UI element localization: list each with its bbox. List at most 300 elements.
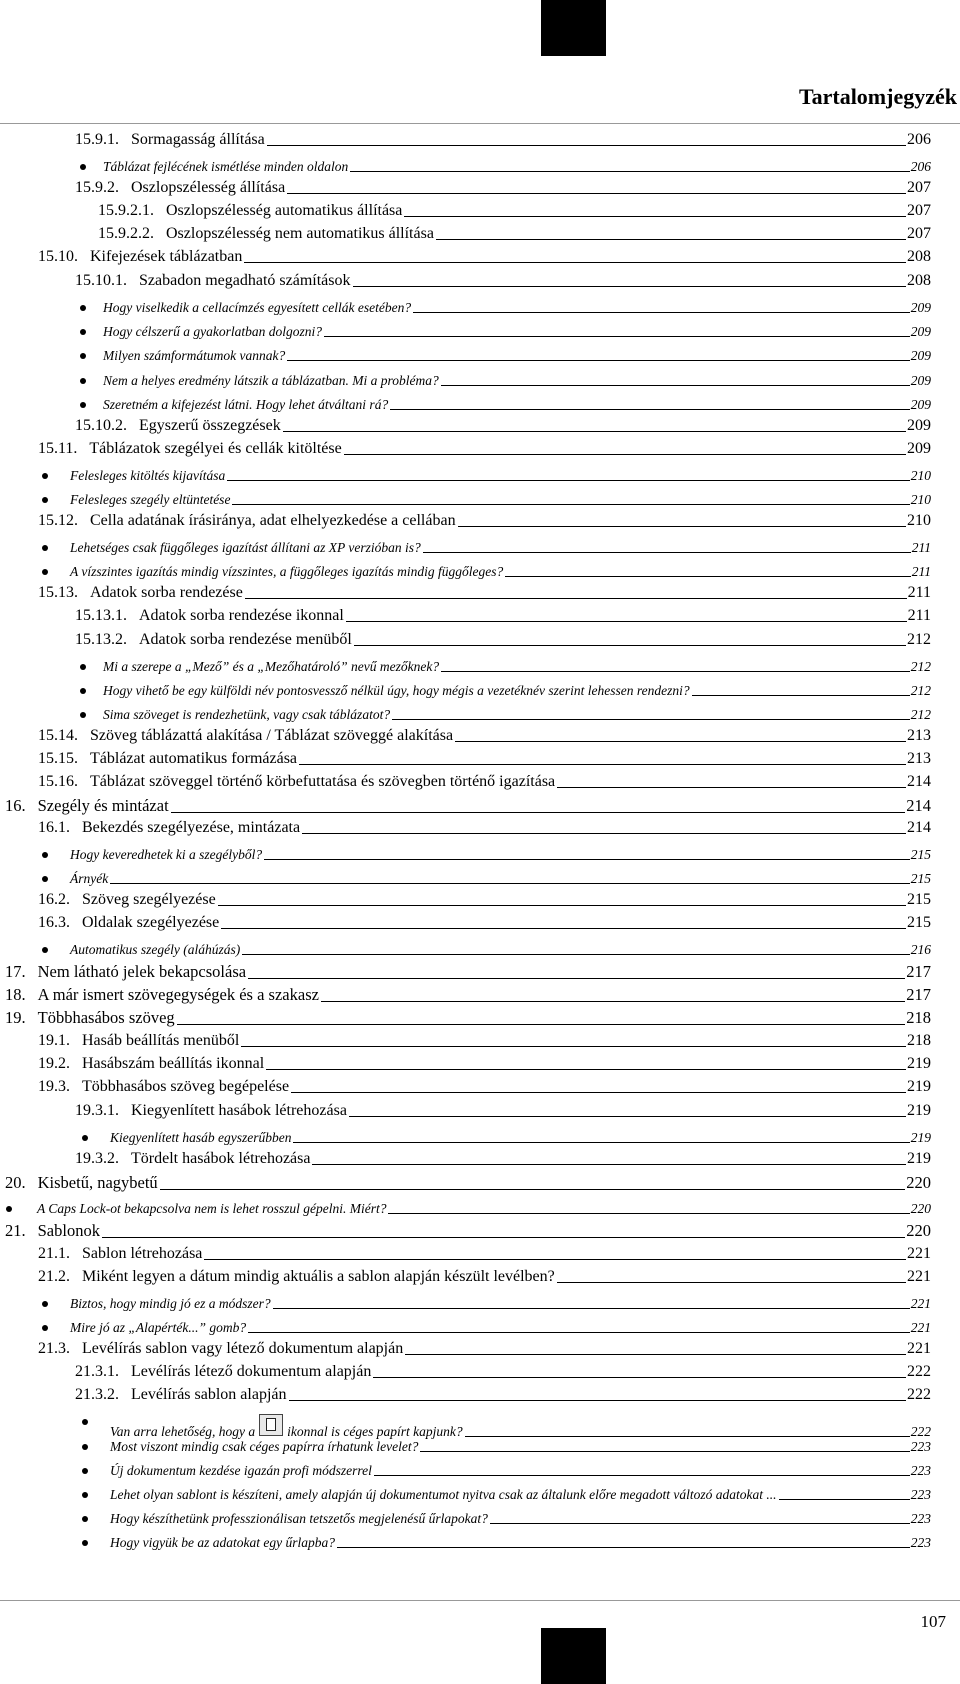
bullet-icon xyxy=(42,473,48,479)
toc-entry[interactable] xyxy=(75,1150,931,1168)
toc-leader-line xyxy=(242,954,910,955)
toc-entry-title: Oldalak szegélyezése xyxy=(82,914,220,931)
toc-entry[interactable] xyxy=(75,417,931,435)
toc-page-number: 210 xyxy=(910,492,931,507)
toc-entry-title: Biztos, hogy mindig jó ez a módszer? xyxy=(70,1296,271,1311)
toc-page-number: 223 xyxy=(910,1535,931,1550)
toc-entry[interactable] xyxy=(38,440,931,458)
bullet-icon xyxy=(42,497,48,503)
toc-entry-title: Milyen számformátumok vannak? xyxy=(103,348,286,363)
toc-entry-number: 15.10. xyxy=(38,248,78,265)
toc-page-number: 219 xyxy=(907,1150,931,1167)
toc-leader-line xyxy=(291,1092,906,1093)
toc-leader-line xyxy=(287,360,910,361)
bullet-icon xyxy=(82,1444,88,1450)
toc-entry-title: Levélírás sablon vagy létező dokumentum alapján xyxy=(82,1340,404,1357)
toc-leader-line xyxy=(171,812,906,813)
toc-entry-title: Hogy viselkedik a cellacímzés egyesített cellák esetében? xyxy=(103,300,412,315)
toc-question-entry[interactable] xyxy=(70,468,931,484)
toc-entry-title: Oszlopszélesség állítása xyxy=(131,179,286,196)
toc-page-number: 212 xyxy=(910,683,931,698)
toc-entry-title: A már ismert szövegegységek és a szakasz xyxy=(37,985,319,1004)
toc-page-number: 211 xyxy=(907,607,931,624)
bullet-icon xyxy=(82,1540,88,1546)
toc-leader-line xyxy=(420,1451,909,1452)
toc-leader-line xyxy=(354,645,906,646)
toc-entry[interactable] xyxy=(38,584,931,602)
toc-page-number: 220 xyxy=(906,1173,931,1192)
toc-entry-title: Van arra lehetőség, hogy a xyxy=(110,1424,256,1439)
toc-page-number: 214 xyxy=(906,796,931,815)
bullet-icon xyxy=(42,1325,48,1331)
toc-entry-title: Árnyék xyxy=(70,871,109,886)
toc-entry[interactable] xyxy=(38,773,931,791)
toc-entry-number: 16. xyxy=(5,796,26,815)
toc-leader-line xyxy=(779,1499,910,1500)
toc-question-entry[interactable] xyxy=(70,540,931,556)
toc-leader-line xyxy=(244,262,906,263)
toc-entry-number: 19.1. xyxy=(38,1032,70,1049)
toc-page-number: 222 xyxy=(910,1424,931,1439)
toc-entry-title: Hasáb beállítás menüből xyxy=(82,1032,240,1049)
toc-entry[interactable] xyxy=(75,1386,931,1404)
toc-question-entry[interactable] xyxy=(110,1439,931,1455)
toc-entry-number: 15.9.1. xyxy=(75,131,119,148)
toc-page-number: 207 xyxy=(907,202,931,219)
toc-question-entry[interactable] xyxy=(103,373,931,389)
toc-entry[interactable] xyxy=(75,607,931,625)
toc-entry-title: Levélírás sablon alapján xyxy=(131,1386,287,1403)
toc-entry-title: Táblázatok szegélyei és cellák kitöltése xyxy=(89,440,342,457)
toc-entry[interactable] xyxy=(5,962,931,982)
bullet-icon xyxy=(82,1419,88,1425)
toc-page-number: 222 xyxy=(907,1363,931,1380)
toc-leader-line xyxy=(353,286,907,287)
toc-page-number: 213 xyxy=(907,727,931,744)
toc-entry-title: Táblázat szöveggel történő körbefuttatása és szövegben történő igazítása xyxy=(90,773,556,790)
toc-page-number: 217 xyxy=(906,985,931,1004)
toc-leader-line xyxy=(346,621,907,622)
toc-leader-line xyxy=(373,1377,906,1378)
toc-entry[interactable] xyxy=(75,272,931,290)
toc-entry-number: 16.3. xyxy=(38,914,70,931)
toc-leader-line xyxy=(441,385,910,386)
toc-page-number: 209 xyxy=(907,440,931,457)
toc-leader-line xyxy=(264,859,910,860)
toc-entry-number: 19. xyxy=(5,1008,26,1027)
toc-entry-number: 15.15. xyxy=(38,750,78,767)
toc-entry-title: Szöveg szegélyezése xyxy=(82,891,216,908)
toc-page-number: 221 xyxy=(907,1268,931,1285)
toc-entry-title: Hogy vigyük be az adatokat egy űrlapba? xyxy=(110,1535,335,1550)
toc-entry[interactable] xyxy=(38,727,931,745)
toc-entry-title: Kiegyenlített hasáb egyszerűbben xyxy=(110,1130,292,1145)
toc-page-number: 209 xyxy=(910,373,931,388)
toc-entry[interactable] xyxy=(98,225,931,243)
toc-page-number: 208 xyxy=(907,272,931,289)
bullet-icon xyxy=(80,329,86,335)
toc-entry-number: 21.2. xyxy=(38,1268,70,1285)
bullet-icon xyxy=(80,664,86,670)
bullet-icon xyxy=(80,305,86,311)
toc-question-entry[interactable] xyxy=(110,1535,931,1551)
bullet-icon xyxy=(42,1301,48,1307)
toc-entry-number: 19.2. xyxy=(38,1055,70,1072)
toc-leader-line xyxy=(490,1523,910,1524)
bullet-icon xyxy=(42,569,48,575)
toc-entry-title: Szegély és mintázat xyxy=(37,796,169,815)
toc-entry-number: 19.3. xyxy=(38,1078,70,1095)
toc-entry[interactable] xyxy=(38,1245,931,1263)
toc-page-number: 223 xyxy=(910,1487,931,1502)
toc-leader-line xyxy=(374,1475,910,1476)
toc-leader-line xyxy=(441,671,910,672)
toc-leader-line xyxy=(557,1282,906,1283)
toc-leader-line xyxy=(267,145,906,146)
page-header-title: Tartalomjegyzék xyxy=(798,84,957,109)
toc-entry[interactable] xyxy=(75,631,931,649)
toc-leader-line xyxy=(302,833,906,834)
toc-leader-line xyxy=(293,1142,909,1143)
toc-question-entry[interactable] xyxy=(103,683,931,699)
toc-entry[interactable] xyxy=(5,1008,931,1028)
toc-entry-title: Kisbetű, nagybetű xyxy=(37,1173,158,1192)
toc-page-number: 214 xyxy=(907,819,931,836)
toc-page-number: 215 xyxy=(907,914,931,931)
toc-question-entry[interactable] xyxy=(110,1130,931,1146)
toc-question-entry[interactable] xyxy=(103,348,931,364)
toc-entry[interactable] xyxy=(38,1055,931,1073)
bullet-icon xyxy=(42,947,48,953)
toc-leader-line xyxy=(160,1189,906,1190)
toc-entry-title: Felesleges szegély eltüntetése xyxy=(70,492,231,507)
toc-entry-number: 21.3.1. xyxy=(75,1363,119,1380)
toc-page-number: 223 xyxy=(910,1439,931,1454)
toc-page-number: 206 xyxy=(907,131,931,148)
toc-entry-title: Adatok sorba rendezése xyxy=(90,584,243,601)
toc-leader-line xyxy=(289,1400,907,1401)
toc-question-entry[interactable] xyxy=(103,659,931,675)
toc-question-entry[interactable] xyxy=(103,324,931,340)
toc-page-number: 210 xyxy=(910,468,931,483)
toc-page-number: 220 xyxy=(906,1221,931,1240)
bullet-icon xyxy=(82,1492,88,1498)
toc-page-number: 220 xyxy=(910,1201,931,1216)
toc-leader-line xyxy=(404,216,906,217)
toc-page-number: 209 xyxy=(910,348,931,363)
toc-leader-line xyxy=(221,928,906,929)
toc-entry[interactable] xyxy=(5,796,931,816)
toc-page-number: 219 xyxy=(907,1102,931,1119)
toc-entry-title: Sima szöveget is rendezhetünk, vagy csak táblázatot? xyxy=(103,707,391,722)
bullet-icon xyxy=(80,712,86,718)
toc-leader-line xyxy=(390,409,910,410)
toc-entry-title: Táblázat automatikus formázása xyxy=(90,750,298,767)
toc-page-number: 206 xyxy=(910,159,931,174)
bullet-icon xyxy=(82,1516,88,1522)
toc-page-number: 212 xyxy=(910,707,931,722)
toc-entry-number: 21.1. xyxy=(38,1245,70,1262)
toc-entry[interactable] xyxy=(75,179,931,197)
bullet-icon xyxy=(42,852,48,858)
toc-leader-line xyxy=(248,978,905,979)
toc-page-number: 219 xyxy=(907,1055,931,1072)
toc-leader-line xyxy=(337,1547,910,1548)
toc-leader-line xyxy=(232,504,909,505)
toc-entry-number: 16.1. xyxy=(38,819,70,836)
toc-leader-line xyxy=(273,1308,910,1309)
toc-entry-title: Sablonok xyxy=(37,1221,100,1240)
toc-entry[interactable] xyxy=(98,202,931,220)
toc-leader-line xyxy=(283,431,906,432)
toc-leader-line xyxy=(102,1237,905,1238)
toc-entry-title: Sormagasság állítása xyxy=(131,131,265,148)
toc-leader-line xyxy=(349,1116,906,1117)
toc-entry-number: 21.3. xyxy=(38,1340,70,1357)
toc-entry-number: 15.11. xyxy=(38,440,78,457)
toc-leader-line xyxy=(423,552,911,553)
toc-entry-number: 16.2. xyxy=(38,891,70,908)
toc-entry-title: Hogy vihető be egy külföldi név pontosvessző nélkül úgy, hogy mégis a vezetéknév szerint lehessen rendezni? xyxy=(103,683,690,698)
toc-page-number: 210 xyxy=(907,512,931,529)
toc-page-number: 209 xyxy=(907,417,931,434)
toc-entry-number: 15.13.1. xyxy=(75,607,127,624)
toc-question-entry[interactable] xyxy=(70,847,931,863)
toc-page-number: 209 xyxy=(910,397,931,412)
toc-page-number: 212 xyxy=(907,631,931,648)
toc-page-number: 212 xyxy=(910,659,931,674)
toc-leader-line xyxy=(324,336,910,337)
toc-page-number: 211 xyxy=(907,584,931,601)
toc-question-entry[interactable] xyxy=(103,397,931,413)
bullet-icon xyxy=(80,164,86,170)
toc-entry-title: Nem a helyes eredmény látszik a táblázatban. Mi a probléma? xyxy=(103,373,439,388)
toc-entry-number: 15.16. xyxy=(38,773,78,790)
toc-question-entry[interactable] xyxy=(110,1414,931,1440)
footer-divider xyxy=(0,1600,960,1601)
toc-question-entry[interactable] xyxy=(70,1320,931,1336)
toc-entry-title: Tördelt hasábok létrehozása xyxy=(131,1150,311,1167)
toc-leader-line xyxy=(392,719,910,720)
toc-entry-title: Többhasábos szöveg begépelése xyxy=(82,1078,290,1095)
toc-leader-line xyxy=(241,1046,906,1047)
toc-page-number: 207 xyxy=(907,179,931,196)
toc-leader-line xyxy=(177,1024,906,1025)
toc-page-number: 223 xyxy=(910,1511,931,1526)
toc-entry-number: 15.9.2. xyxy=(75,179,119,196)
toc-entry-title: Új dokumentum kezdése igazán profi módszerrel xyxy=(110,1463,372,1478)
toc-page-number: 221 xyxy=(907,1245,931,1262)
toc-entry[interactable] xyxy=(5,1173,931,1193)
toc-leader-line xyxy=(413,312,910,313)
toc-page-number: 211 xyxy=(911,540,931,555)
toc-page-number: 215 xyxy=(907,891,931,908)
toc-leader-line xyxy=(465,1436,910,1437)
toc-question-entry[interactable] xyxy=(37,1201,931,1217)
toc-entry-number: 19.3.1. xyxy=(75,1102,119,1119)
toc-entry[interactable] xyxy=(38,512,931,530)
toc-page-number: 215 xyxy=(910,871,931,886)
toc-entry-number: 15.13. xyxy=(38,584,78,601)
toc-entry-title: Mire jó az „Alapérték...” gomb? xyxy=(70,1320,247,1335)
toc-entry-number: 20. xyxy=(5,1173,26,1192)
toc-entry-title: Hogy készíthetünk professzionálisan tetszetős megjelenésű űrlapokat? xyxy=(110,1511,488,1526)
toc-question-entry[interactable] xyxy=(103,300,931,316)
toc-page-number: 211 xyxy=(911,564,931,579)
bullet-icon xyxy=(6,1206,12,1212)
toc-page-number: 208 xyxy=(907,248,931,265)
toc-leader-line xyxy=(405,1354,906,1355)
toc-question-entry[interactable] xyxy=(70,1296,931,1312)
toc-entry[interactable] xyxy=(75,131,931,149)
toc-entry[interactable] xyxy=(38,914,931,932)
toc-entry-title: Szöveg táblázattá alakítása / Táblázat szöveggé alakítása xyxy=(90,727,454,744)
toc-entry[interactable] xyxy=(38,1340,931,1358)
toc-leader-line xyxy=(436,239,906,240)
toc-entry[interactable] xyxy=(75,1102,931,1120)
bullet-icon xyxy=(80,688,86,694)
toc-entry-title: Automatikus szegély (aláhúzás) xyxy=(70,942,241,957)
toc-leader-line xyxy=(505,576,910,577)
toc-entry-title: Miként legyen a dátum mindig aktuális a sablon alapján készült levélben? xyxy=(82,1268,555,1285)
toc-entry-title: Táblázat fejlécének ismétlése minden oldalon xyxy=(103,159,349,174)
toc-page-number: 221 xyxy=(910,1320,931,1335)
toc-entry-number: 15.9.2.2. xyxy=(98,225,154,242)
toc-leader-line xyxy=(227,480,910,481)
toc-entry[interactable] xyxy=(5,985,931,1005)
toc-page-number: 213 xyxy=(907,750,931,767)
toc-entry[interactable] xyxy=(38,819,931,837)
toc-entry-number: 15.10.2. xyxy=(75,417,127,434)
toc-entry-title: Nem látható jelek bekapcsolása xyxy=(37,962,247,981)
bullet-icon xyxy=(82,1135,88,1141)
toc-entry[interactable] xyxy=(38,891,931,909)
toc-question-entry[interactable] xyxy=(110,1487,931,1503)
toc-question-entry[interactable] xyxy=(103,159,931,175)
toc-page-number: 217 xyxy=(906,962,931,981)
toc-leader-line xyxy=(344,454,906,455)
page-number: 107 xyxy=(920,1612,946,1631)
toc-entry-number: 15.9.2.1. xyxy=(98,202,154,219)
toc-question-entry[interactable] xyxy=(110,1463,931,1479)
toc-entry[interactable] xyxy=(75,1363,931,1381)
bullet-icon xyxy=(42,545,48,551)
toc-entry-number: 15.14. xyxy=(38,727,78,744)
toc-question-entry[interactable] xyxy=(70,942,931,958)
toc-page-number: 209 xyxy=(910,324,931,339)
toc-entry-number: 19.3.2. xyxy=(75,1150,119,1167)
toc-entry-title: Oszlopszélesség nem automatikus állítása xyxy=(166,225,434,242)
toc-entry[interactable] xyxy=(38,1078,931,1096)
toc-question-entry[interactable] xyxy=(70,564,931,580)
toc-entry-number: 21. xyxy=(5,1221,26,1240)
toc-entry-title: Többhasábos szöveg xyxy=(37,1008,175,1027)
toc-entry-number: 15.13.2. xyxy=(75,631,127,648)
toc-entry-title: Mi a szerepe a „Mező” és a „Mezőhatároló” nevű mezőknek? xyxy=(103,659,440,674)
toc-entry-title: Hogy célszerű a gyakorlatban dolgozni? xyxy=(103,324,322,339)
toc-leader-line xyxy=(110,883,910,884)
toc-page-number: 221 xyxy=(910,1296,931,1311)
page-tab-marker-bottom xyxy=(541,1628,606,1684)
toc-entry-title: Hogy keveredhetek ki a szegélyből? xyxy=(70,847,263,862)
toc-entry-title: Egyszerű összegzések xyxy=(139,417,281,434)
toc-leader-line xyxy=(299,764,906,765)
toc-entry-title: Szeretném a kifejezést látni. Hogy lehet átváltani rá? xyxy=(103,397,389,412)
toc-entry-title: Kifejezések táblázatban xyxy=(90,248,243,265)
toc-entry-title: A vízszintes igazítás mindig vízszintes, a függőleges igazítás mindig függőleges? xyxy=(70,564,504,579)
toc-entry-title: Adatok sorba rendezése ikonnal xyxy=(139,607,344,624)
toc-entry-title: Hasábszám beállítás ikonnal xyxy=(82,1055,265,1072)
toc-entry[interactable] xyxy=(38,750,931,768)
toc-page-number: 209 xyxy=(910,300,931,315)
bullet-icon xyxy=(80,402,86,408)
toc-entry-title: A Caps Lock-ot bekapcsolva nem is lehet rosszul gépelni. Miért? xyxy=(37,1201,387,1216)
toc-entry-title: Sablon létrehozása xyxy=(82,1245,203,1262)
toc-entry-title: Lehet olyan sablont is készíteni, amely alapján új dokumentumot nyitva csak az általunk előre megadott változó adatokat ... xyxy=(110,1487,777,1502)
toc-entry-title: Adatok sorba rendezése menüből xyxy=(139,631,352,648)
toc-entry-number: 15.12. xyxy=(38,512,78,529)
toc-leader-line xyxy=(692,695,910,696)
toc-entry-title: Felesleges kitöltés kijavítása xyxy=(70,468,226,483)
toc-leader-line xyxy=(287,193,906,194)
toc-leader-line xyxy=(350,171,910,172)
toc-entry-number: 21.3.2. xyxy=(75,1386,119,1403)
toc-page-number: 219 xyxy=(907,1078,931,1095)
bullet-icon xyxy=(42,876,48,882)
toc-entry-title: Lehetséges csak függőleges igazítást állítani az XP verzióban is? xyxy=(70,540,421,555)
toc-page-number: 222 xyxy=(907,1386,931,1403)
toc-page-number: 216 xyxy=(910,942,931,957)
toc-question-entry[interactable] xyxy=(70,871,931,887)
new-document-icon xyxy=(259,1414,283,1436)
toc-entry[interactable] xyxy=(38,248,931,266)
toc-question-entry[interactable] xyxy=(70,492,931,508)
toc-page-number: 207 xyxy=(907,225,931,242)
toc-entry-number: 17. xyxy=(5,962,26,981)
toc-entry-number: 18. xyxy=(5,985,26,1004)
toc-leader-line xyxy=(321,1001,905,1002)
toc-page-number: 221 xyxy=(907,1340,931,1357)
bullet-icon xyxy=(80,353,86,359)
toc-page-number: 214 xyxy=(907,773,931,790)
toc-leader-line xyxy=(557,787,906,788)
toc-entry-title-continued: ikonnal is céges papírt kapjunk? xyxy=(287,1424,463,1439)
toc-entry-title: Levélírás létező dokumentum alapján xyxy=(131,1363,372,1380)
toc-entry-number: 15.10.1. xyxy=(75,272,127,289)
toc-page-number: 223 xyxy=(910,1463,931,1478)
toc-page-number: 218 xyxy=(907,1032,931,1049)
toc-entry-title: Cella adatának írásiránya, adat elhelyezkedése a cellában xyxy=(90,512,456,529)
toc-leader-line xyxy=(218,905,906,906)
bullet-icon xyxy=(80,378,86,384)
toc-page-number: 219 xyxy=(910,1130,931,1145)
toc-page-number: 218 xyxy=(906,1008,931,1027)
toc-leader-line xyxy=(455,741,906,742)
toc-entry[interactable] xyxy=(38,1268,931,1286)
toc-leader-line xyxy=(388,1213,909,1214)
bullet-icon xyxy=(82,1468,88,1474)
toc-leader-line xyxy=(204,1259,906,1260)
toc-leader-line xyxy=(248,1332,910,1333)
toc-entry[interactable] xyxy=(38,1032,931,1050)
toc-question-entry[interactable] xyxy=(103,707,931,723)
toc-entry[interactable] xyxy=(5,1221,931,1241)
toc-leader-line xyxy=(245,598,907,599)
toc-entry-title: Bekezdés szegélyezése, mintázata xyxy=(82,819,301,836)
toc-question-entry[interactable] xyxy=(110,1511,931,1527)
toc-entry-title: Szabadon megadható számítások xyxy=(139,272,351,289)
toc-entry-title: Most viszont mindig csak céges papírra írhatunk levelet? xyxy=(110,1439,419,1454)
